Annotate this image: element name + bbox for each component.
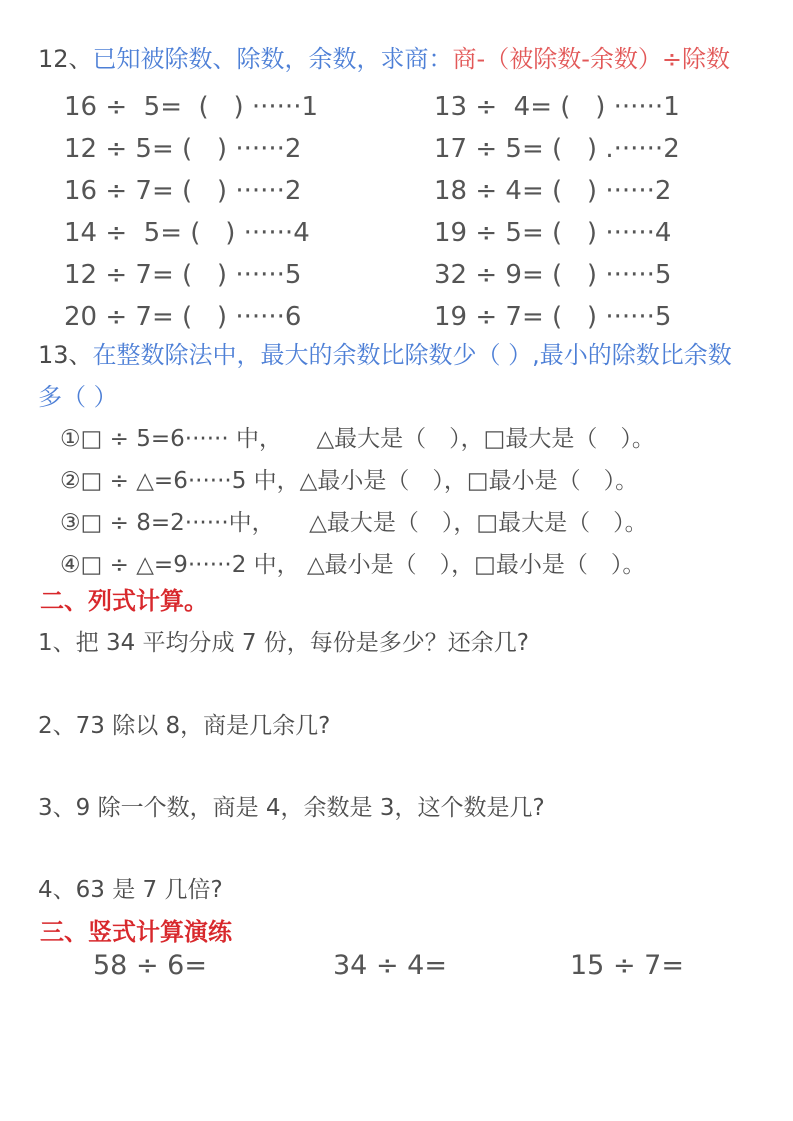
word-problem-3: 3、9 除一个数，商是 4，余数是 3，这个数是几?: [38, 795, 545, 821]
vertical-problem-2: 34 ÷ 4=: [333, 950, 447, 981]
division-problem: 12 ÷ 5= ( ) ······2: [64, 134, 302, 164]
subitem-3: ③□ ÷ 8=2······中， △最大是（ ），□最大是（ ）。: [60, 510, 648, 536]
division-problem: 18 ÷ 4= ( ) ······2: [434, 176, 672, 206]
question-13-heading: [38, 334, 783, 418]
question-13-subitems: [60, 418, 655, 586]
section-two-heading: 二、列式计算。: [40, 587, 208, 615]
subitem-1: ①□ ÷ 5=6······ 中， △最大是（ ），□最大是（ ）。: [60, 426, 655, 452]
question-13-number: 13、: [38, 341, 93, 369]
division-problem: 20 ÷ 7= ( ) ······6: [64, 302, 302, 332]
subitem-4: ④□ ÷ △=9······2 中， △最小是（ ），□最小是（ ）。: [60, 552, 646, 578]
division-problems-left-column: [64, 86, 318, 338]
word-problem-4: 4、63 是 7 几倍?: [38, 877, 223, 903]
question-13-text-line2: 多（ ）: [38, 383, 118, 411]
division-problems-right-column: [434, 86, 680, 338]
division-problem: 16 ÷ 5= ( ) ······1: [64, 92, 318, 122]
division-problem: 32 ÷ 9= ( ) ······5: [434, 260, 672, 290]
question-13-line1: [38, 334, 783, 376]
division-problem: 17 ÷ 5= ( ) .······2: [434, 134, 680, 164]
vertical-problem-3: 15 ÷ 7=: [570, 950, 684, 981]
division-problem: 13 ÷ 4= ( ) ······1: [434, 92, 680, 122]
section-three-heading: 三、竖式计算演练: [40, 918, 232, 946]
division-problem: 16 ÷ 7= ( ) ······2: [64, 176, 302, 206]
division-problem: 19 ÷ 7= ( ) ······5: [434, 302, 672, 332]
question-12-prompt: 已知被除数、除数，余数，求商：: [92, 45, 453, 73]
quotient-formula: 商-（被除数-余数）÷除数: [452, 45, 730, 73]
division-problem: 12 ÷ 7= ( ) ······5: [64, 260, 302, 290]
word-problem-2: 2、73 除以 8，商是几余几?: [38, 713, 331, 739]
division-problem: 14 ÷ 5= ( ) ······4: [64, 218, 310, 248]
vertical-problem-1: 58 ÷ 6=: [93, 950, 207, 981]
question-13-text-line1: 在整数除法中，最大的余数比除数少（ ）,最小的除数比余数: [92, 341, 732, 369]
subitem-2: ②□ ÷ △=6······5 中，△最小是（ ），□最小是（ ）。: [60, 468, 639, 494]
question-12-number: 12、: [38, 45, 93, 73]
division-problem: 19 ÷ 5= ( ) ······4: [434, 218, 672, 248]
vertical-calculation-problems: [0, 950, 793, 990]
word-problem-1: 1、把 34 平均分成 7 份，每份是多少？还余几?: [38, 630, 529, 656]
question-12-heading: [38, 44, 783, 74]
